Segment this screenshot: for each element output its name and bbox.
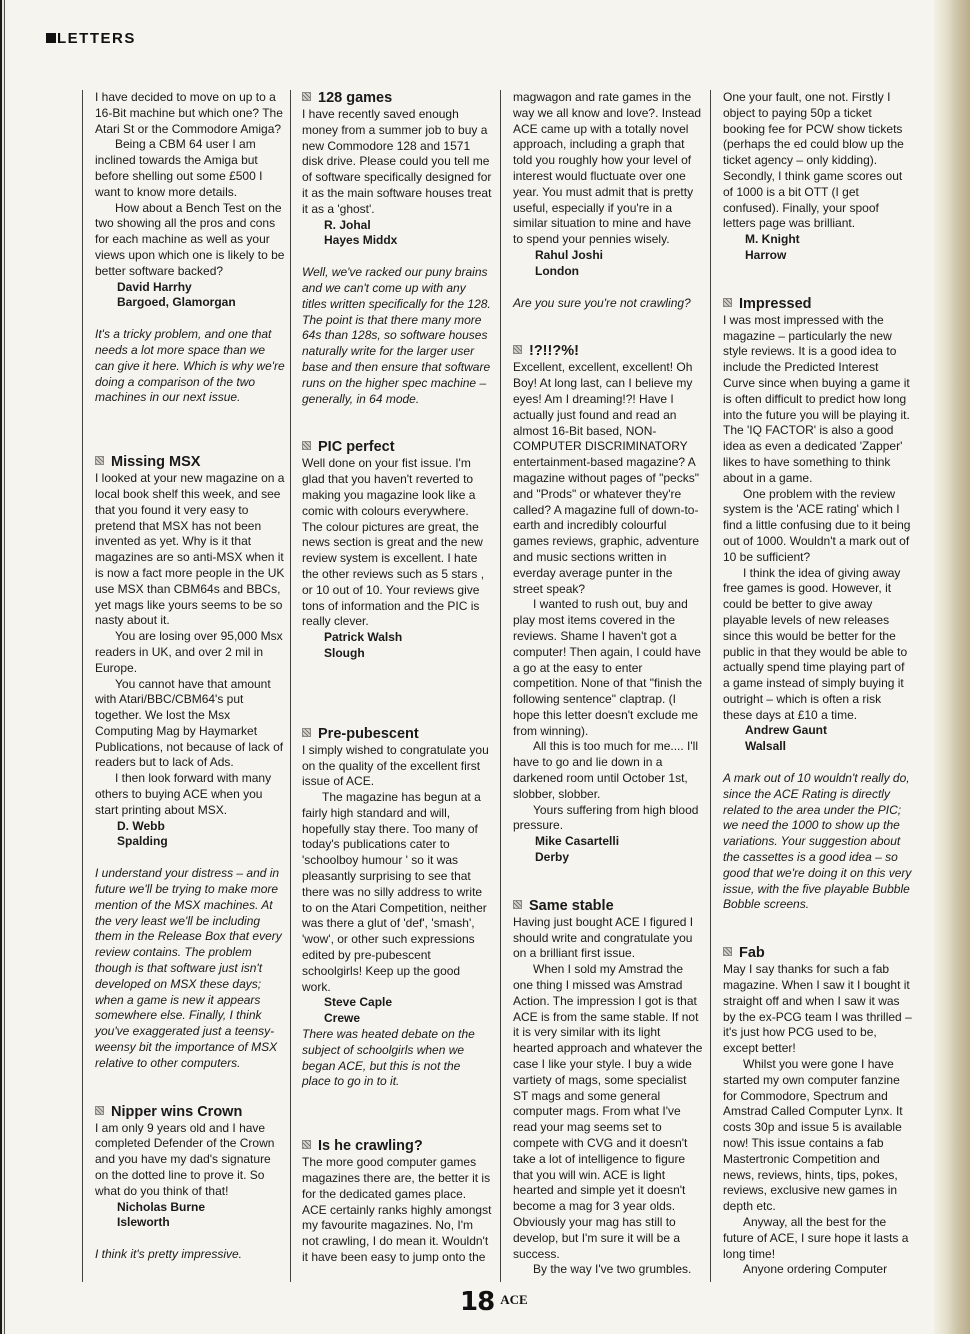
spacer	[95, 311, 285, 327]
letter-paragraph: Anyway, all the best for the future of ACE, I sure hope it lasts a long time!	[723, 1215, 909, 1261]
spacer	[723, 755, 913, 771]
letter-paragraph: You are losing over 95,000 Msx readers in UK, and over 2 mil in Europe.	[95, 629, 283, 675]
letter-paragraph: You cannot have that amount with Atari/BBC/CBM64's put together. We lost the Msx Computing Mag by Haymarket Publications, not because of lack of readers but to lack of Ads.	[95, 676, 284, 770]
letter-heading	[513, 898, 703, 915]
editor-reply: I understand your distress – and in future we'll be trying to make more mention of the MSX machines. At the very least we'll be including them in the Release Box that every review contains. The problem though is that software just isn't developed on MSX these days; when a game is new it appears somewhere else. Finally, I think you've exaggerated just a teensy-weensy bit the importance of MSX relative to other computers.	[95, 866, 282, 1070]
letter-paragraph: Well done on your fist issue. I'm glad that you haven't reverted to making you magazine look like a comic with colours everywhere. The colour pictures are great, the news section is great and the new review system is excellent. I hate the other reviews such as 5 stars , or 10 out of 10. Your reviews give tons of information and the PIC is really clever.	[302, 456, 485, 629]
heading-text: Nipper wins Crown	[111, 1103, 243, 1120]
letter-paragraph: Being a CBM 64 user I am inclined towards the Amiga but before shelling out some £500 I want to know more details.	[95, 137, 263, 199]
letter-paragraph: magwagon and rate games in the way we all know and love?. Instead ACE came up with a totally novel approach, including a graph that told you roughly how your level of interest would fluctuate over one year. You must admit that is pretty useful, especially if you're in a similar situation to mine and have to spend your pennies wisely.	[513, 90, 702, 247]
column-1	[95, 90, 285, 1263]
letter-paragraph: One problem with the review system is the 'ACE rating' which I find a little confusing due to it being out of 1000. Wouldn't a mark out of 10 be sufficient?	[723, 486, 911, 564]
spacer	[723, 280, 913, 296]
spacer	[302, 694, 492, 710]
spacer	[302, 1106, 492, 1122]
letter-heading	[302, 1138, 492, 1155]
letter-signature: Isleworth	[117, 1215, 170, 1230]
heading-square-icon	[95, 1106, 104, 1115]
column-rule	[290, 90, 291, 1282]
letter-signature: Steve Caple	[324, 995, 393, 1010]
page-edge	[934, 0, 970, 1334]
letter-signature: Andrew Gaunt	[745, 723, 828, 738]
heading-text: Is he crawling?	[318, 1138, 423, 1155]
letter-paragraph: When I sold my Amstrad the one thing I missed was Amstrad Action. The impression I got is that ACE is from the same stable. If not it is very similar with its light hearted approach and whatever the case I like your style. I buy a wide vartiety of mags, some specialist ST mags and some general computer mags. From what I've read your mag seems set to compete with CVG and it doesn't take a lot of intelligence to figure that you will win. ACE is light hearted and simple yet it doesn't become a mag for 3 year olds. Obviously your mag has still to develop, but I'm sure it will be a success.	[513, 962, 703, 1261]
letter-heading	[723, 945, 913, 962]
letter-paragraph: Whilst you were gone I have started my own computer fanzine for Commodore, Spectrum and Amstrad Called Computer Lynx. It costs 30p and issue 5 is available now! This issue contains a fab Mastertronic Competition and news, reviews, hints, tips, pokes, reviews, exclusive new games in depth etc.	[723, 1057, 903, 1214]
letter-signature: Mike Casartelli	[535, 834, 620, 849]
letter-signature: Hayes Middx	[324, 233, 398, 248]
letter-paragraph: Anyone ordering Computer	[743, 1262, 888, 1277]
letter-paragraph: May I say thanks for such a fab magazine. When I saw it I bought it straight off and when I saw it was by the ex-PCG team I was thrilled – it's just how PCG used to be, except better!	[723, 962, 912, 1056]
letter-paragraph: Yours suffering from high blood pressure.	[513, 802, 699, 833]
spacer	[302, 662, 492, 678]
letter-signature: London	[535, 263, 579, 278]
heading-square-icon	[723, 947, 732, 956]
column-rule	[82, 90, 83, 1282]
heading-text: Pre-pubescent	[318, 725, 419, 742]
spacer	[513, 311, 703, 327]
spacer	[95, 850, 285, 866]
letter-paragraph: All this is too much for me.... I'll have to go and lie down in a darkened room until October 1st, slobber, slobber.	[513, 739, 699, 801]
spacer	[723, 913, 913, 929]
letter-paragraph: By the way I've two grumbles.	[533, 1262, 692, 1277]
spacer	[302, 423, 492, 439]
letter-paragraph: I was most impressed with the magazine – particularly the new style reviews. It is a good idea to include the Predicted Interest Curve since when buying a game it is often difficult to predict how long into the future you will be playing it. The 'IQ FACTOR' is also a good idea as even a dedicated 'Zapper' likes to have something to think about in a game.	[723, 312, 910, 485]
page-footer	[460, 1287, 528, 1317]
editor-reply: Well, we've racked our puny brains and we can't come up with any titles written specifically for the 128. The point is that there many more 64s than 128s, so software houses naturally write for the larger user base and then ensure that software runs on the higher spec machine – generally, in 64 mode.	[302, 265, 491, 406]
spacer	[513, 327, 703, 343]
column-3	[513, 90, 703, 1278]
heading-square-icon	[95, 456, 104, 465]
letter-signature: David Harrhy	[117, 279, 192, 294]
letter-signature: D. Webb	[117, 818, 165, 833]
heading-square-icon	[302, 441, 311, 450]
heading-text: Fab	[739, 945, 765, 962]
editor-reply: I think it's pretty impressive.	[95, 1247, 242, 1262]
spacer	[723, 929, 913, 945]
letter-heading	[95, 454, 285, 471]
spacer	[95, 438, 285, 454]
section-header	[46, 30, 136, 47]
spacer	[95, 422, 285, 438]
letter-paragraph: I simply wished to congratulate you on the quality of the excellent first issue of ACE.	[302, 742, 489, 789]
spacer	[302, 710, 492, 726]
letter-signature: M. Knight	[745, 232, 800, 247]
heading-text: Impressed	[739, 295, 812, 312]
letter-paragraph: The more good computer games magazines there are, the better it is for the dedicated games place. ACE certainly ranks highly amongst my favourite magazines. No, I'm not crawling, I do mean it. Wouldn't it have been easy to jump onto the	[302, 1155, 492, 1265]
spacer	[723, 264, 913, 280]
letter-paragraph: I have decided to move on up to a 16-Bit machine but which one? The Atari St or the Commodore Amiga?	[95, 90, 283, 136]
spacer	[95, 1231, 285, 1247]
heading-text: PIC perfect	[318, 439, 395, 456]
letter-heading	[513, 343, 703, 360]
letter-paragraph: I am only 9 years old and I have completed Defender of the Crown and you have my dad's signature on the dotted line to prove it. So what do you think of that!	[95, 1120, 275, 1198]
heading-text: Same stable	[529, 897, 614, 914]
spacer	[513, 280, 703, 296]
letter-paragraph: I think the idea of giving away free games is good. However, it could be better to give away playable levels of new releases since this would be better for the public in that they would be able to actually spend time playing part of a game instead of simply buying it outright – which is often a risk these days at £10 a time.	[723, 565, 908, 722]
letter-heading	[302, 726, 492, 743]
letter-paragraph: I then look forward with many others to buying ACE when you start printing about MSX.	[95, 771, 272, 817]
heading-square-icon	[302, 92, 311, 101]
letter-signature: Bargoed, Glamorgan	[117, 295, 236, 310]
editor-reply: Are you sure you're not crawling?	[513, 295, 691, 310]
column-rule	[500, 90, 501, 1282]
editor-reply: A mark out of 10 wouldn't really do, since the ACE Rating is directly related to the area under the PIC; we need the 1000 to show up the variations. Your suggestion about the cassettes is a good idea – so good that we're doing it on this very issue, with the five playable Bubble Bobble screens.	[723, 771, 912, 912]
letter-paragraph: I wanted to rush out, buy and play most items covered in the reviews. Shame I haven't got a computer! Then again, I could have a go at the easy to enter competition. None of that "finish the following sentence" claptrap. (I hope this letter doesn't exclude me from winning).	[513, 597, 703, 738]
letter-signature: Nicholas Burne	[117, 1199, 206, 1214]
magazine-logo: ACE	[500, 1292, 528, 1307]
letter-signature: Patrick Walsh	[324, 630, 403, 645]
editor-reply: It's a tricky problem, and one that needs a lot more space than we can give it here. Which is why we're doing a comparison of the two machines in our next issue.	[95, 327, 285, 405]
spacer	[95, 406, 285, 422]
letter-paragraph: I have recently saved enough money from a summer job to buy a new Commodore 128 and 1571 disk drive. Please could you tell me of software specifically designed for it as the main software houses treat it as a 'ghost'.	[302, 107, 492, 216]
spacer	[302, 1122, 492, 1138]
heading-square-icon	[513, 345, 522, 354]
spacer	[302, 249, 492, 265]
spacer	[302, 1090, 492, 1106]
heading-text: Missing MSX	[111, 454, 201, 471]
page-spine	[0, 0, 7, 1334]
letter-signature: Rahul Joshi	[535, 247, 604, 262]
letter-paragraph: How about a Bench Test on the two showing all the pros and cons for each machine as well as your views upon which one is likely to be better software backed?	[95, 200, 285, 278]
letter-paragraph: The magazine has begun at a fairly high standard and will, hopefully stay there. Too many of today's publications cater to 'schoolboy humour ' so it was pleasantly surprising to see that there was no silly address to write to on the Atari Competition, neither was there a glut of 'def', 'smash', 'wow', or other such expressions edited by pre-pubescent schoolgirls! Keep up the good work.	[302, 790, 487, 994]
heading-square-icon	[513, 900, 522, 909]
letter-signature: Crewe	[324, 1011, 361, 1026]
letter-paragraph: One your fault, one not. Firstly I object to paying 50p a ticket booking fee for PCW show tickets (perhaps the ed could blow up the ticket agency – only kidding). Secondly, I think game scores out of 1000 is a bit OTT (I get confused). Finally, your spoof letters page was brilliant.	[723, 90, 904, 231]
letter-heading	[723, 296, 913, 313]
heading-square-icon	[302, 728, 311, 737]
letter-paragraph: Excellent, excellent, excellent! Oh Boy! At long last, can I believe my eyes! Am I dreaming!?! Have I actually just found and read an almost 16-Bit based, NON-COMPUTER DISCRIMINATORY entertainment-based magazine? A magazine without pages of "pecks" and "Prods" or whatever they're called? A magazine full of down-to-earth and incredibly colourful games reviews, graphic, adventure and music sections written in everday average punter in the street speak?	[513, 360, 700, 596]
heading-text: 128 games	[318, 90, 393, 106]
spacer	[513, 866, 703, 882]
spacer	[302, 678, 492, 694]
letter-signature: R. Johal	[324, 217, 371, 232]
letter-signature: Spalding	[117, 834, 168, 849]
letter-paragraph: I looked at your new magazine on a local book shelf this week, and see that you found it very easy to pretend that MSX has not been invented as yet. Why is it that magazines are so anti-MSX when it is now a fact more people in the UK use MSX than CBM64s and BBCs, yet mags like yours seems to be so nasty about it.	[95, 471, 285, 628]
header-block-icon	[46, 33, 56, 43]
spacer	[95, 1072, 285, 1088]
letter-signature: Harrow	[745, 247, 787, 262]
heading-text: !?!!?%!	[529, 343, 579, 360]
letter-signature: Walsall	[745, 739, 786, 754]
spacer	[513, 882, 703, 898]
column-4	[723, 90, 913, 1278]
spacer	[302, 407, 492, 423]
spacer	[95, 1088, 285, 1104]
letter-heading	[302, 439, 492, 456]
column-rule	[710, 90, 711, 1282]
heading-square-icon	[723, 298, 732, 307]
letter-signature: Slough	[324, 645, 365, 660]
letter-heading	[302, 90, 492, 107]
page-number: 18	[460, 1287, 495, 1317]
letter-signature: Derby	[535, 850, 570, 865]
column-2	[302, 90, 492, 1266]
section-title: LETTERS	[57, 30, 136, 47]
editor-reply: There was heated debate on the subject of schoolgirls when we began ACE, but this is not the place to go in to it.	[302, 1027, 475, 1089]
letter-paragraph: Having just bought ACE I figured I should write and congratulate you on a brilliant first issue.	[513, 914, 694, 961]
heading-square-icon	[302, 1140, 311, 1149]
letter-heading	[95, 1104, 285, 1121]
